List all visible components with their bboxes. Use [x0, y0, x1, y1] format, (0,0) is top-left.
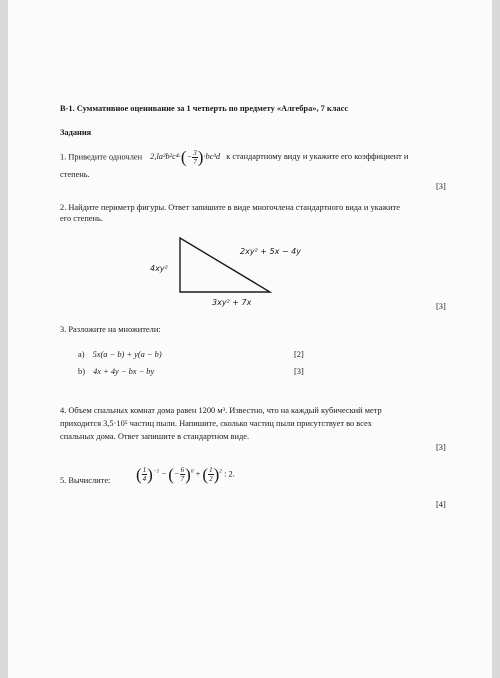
- triangle-side-bottom: 3xy² + 7x: [212, 298, 252, 307]
- document-page: [8, 0, 492, 678]
- task3-item-a: a) 5x(a − b) + y(a − b): [78, 350, 162, 359]
- task1-suffix: к стандартному виду и укажите его коэффициент и: [226, 152, 409, 162]
- task4-score: [3]: [436, 443, 446, 452]
- tasks-heading: Задания: [60, 128, 92, 137]
- task1-monomial-tail: ·bc³d: [203, 152, 221, 162]
- task4-line3: спальных дома. Ответ запишите в стандартном виде.: [60, 432, 250, 441]
- task1-monomial: 2,la²b²c⁴·(− $\frac{3}{7}$ )·bc³d: [150, 148, 221, 167]
- task2-score: [3]: [436, 302, 446, 311]
- triangle-side-hypotenuse: 2xy² + 5x − 4y: [240, 247, 301, 256]
- task3-item-a-score: [2]: [294, 350, 304, 359]
- task2-line2: его степень.: [60, 214, 103, 223]
- task3-item-b: b) 4x + 4y − bx − by: [78, 367, 155, 376]
- task4-line2: приходится 3,5·10⁵ частиц пыли. Напишите, сколько частиц пыли присутствует во всех: [60, 419, 372, 428]
- task1-score: [3]: [436, 182, 446, 191]
- task1-fraction: $\frac{3}{7}$: [193, 149, 197, 166]
- triangle-side-left: 4xy²: [150, 264, 168, 273]
- task1-line1: [60, 149, 408, 166]
- task5-score: [4]: [436, 500, 446, 509]
- task3-item-b-score: [3]: [294, 367, 304, 376]
- task5-label: 5. Вычислите:: [60, 476, 111, 485]
- task1-monomial-lead: 2,la²b²c⁴·: [150, 152, 181, 162]
- task2-line1: 2. Найдите периметр фигуры. Ответ запишите в виде многочлена стандартного вида и укажите: [60, 203, 400, 212]
- task4-line1: 4. Объем спальных комнат дома равен 1200 м³. Известно, что на каждый кубический метр: [60, 406, 382, 415]
- document-title: В-1. Суммативное оценивание за 1 четверть по предмету «Алгебра», 7 класс: [60, 104, 349, 113]
- task3-heading: 3. Разложите на множители:: [60, 325, 161, 334]
- task5-expression: ( $\frac{1}{4}$ )$^{-1}$ − (− $\frac{6}{7}$ )$^0$ + ( $\frac{1}{2}$ )$^2$ : 2.: [136, 465, 235, 484]
- task1-prefix: 1. Приведите одночлен: [60, 152, 143, 162]
- task1-line2: степень.: [60, 170, 90, 179]
